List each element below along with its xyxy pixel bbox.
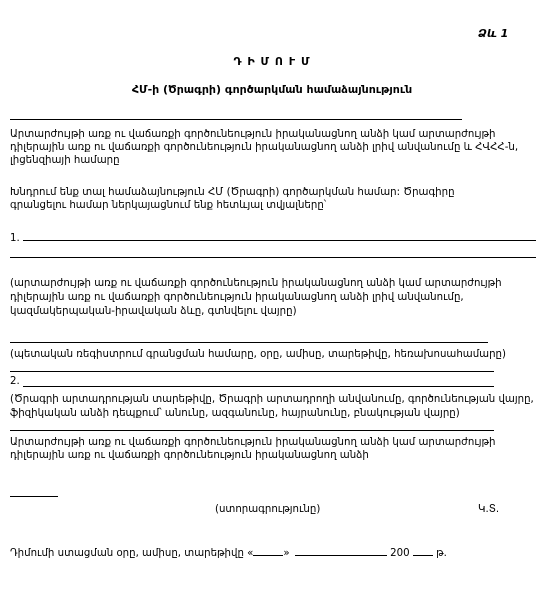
receipt-date-mid: »	[283, 548, 290, 559]
form-number: Ձև 1	[478, 27, 509, 40]
item2-note: (Ծրագրի արտադրության տարեթիվը, Ծրագրի արտադրողի անվանումը, գործունեության վայրը, ֆիզիկական անձի դեպքում՝ անունը, ազգանունը, հայրանունը, բնակության վայրը)	[10, 394, 534, 419]
document-subtitle: ՀՄ-ի (Ծրագրի) գործարկման համաձայնություն	[131, 83, 413, 96]
receipt-date-row	[10, 546, 447, 560]
registration-line[interactable]	[10, 342, 488, 343]
signatory-text: Արտարժույթի առք ու վաճառքի գործունեություն իրականացնող անձի կամ արտարժույթի դիլերային առք ու վաճառքի գործունեություն իրականացնող անձի	[10, 437, 496, 461]
recipient-line[interactable]	[10, 119, 462, 120]
receipt-date-prefix: Դիմումի ստացման օրը, ամիսը, տարեթիվը «	[10, 548, 254, 559]
item2-label: 2.	[10, 376, 20, 387]
signatory-line[interactable]	[10, 430, 494, 431]
item1-line-2[interactable]	[10, 257, 536, 258]
recipient-text: Արտարժույթի առք ու վաճառքի գործունեություն իրականացնող անձի կամ արտարժույթի դիլերային առք ու վաճառքի գործունեություն իրականացնող անձի լրիվ անվանումը և ՀՎՀՀ-ն, լիցենզիայի համարը	[10, 129, 519, 166]
receipt-date-year: 200	[390, 548, 410, 559]
date-year-blank[interactable]	[413, 546, 433, 556]
registration-line-2[interactable]	[10, 371, 494, 372]
registration-note: (պետական ռեգիստրում գրանցման համարը, օրը, ամիսը, տարեթիվը, հեռախոսահամարը)	[10, 349, 506, 360]
receipt-date-suffix: թ.	[436, 548, 447, 559]
seal-label: Կ.Տ.	[478, 504, 500, 515]
document-title: Դ Ի Մ Ո Ւ Մ	[233, 55, 311, 68]
item1-line-1[interactable]	[23, 240, 536, 241]
date-month-blank[interactable]	[295, 546, 387, 556]
item2-line[interactable]	[23, 386, 494, 387]
signature-label: (ստորագրությունը)	[215, 504, 321, 515]
item1-note: (արտարժույթի առք ու վաճառքի գործունեություն իրականացնող անձի կամ արտարժույթի դիլերային առք ու վաճառքի գործունեություն իրականացնող անձի լրիվ անվանումը, կազմակերպական-իրավական ձևը, գտնվելու վայրը)	[10, 278, 502, 317]
request-text: Խնդրում ենք տալ համաձայնություն ՀՄ (Ծրագրի) գործարկման համար: Ծրագիրը գրանցելու համար ներկայացնում ենք հետևյալ տվյալները՝	[10, 187, 455, 211]
date-day-blank[interactable]	[253, 546, 283, 556]
signature-line[interactable]	[10, 496, 58, 497]
item1-label: 1.	[10, 233, 20, 244]
